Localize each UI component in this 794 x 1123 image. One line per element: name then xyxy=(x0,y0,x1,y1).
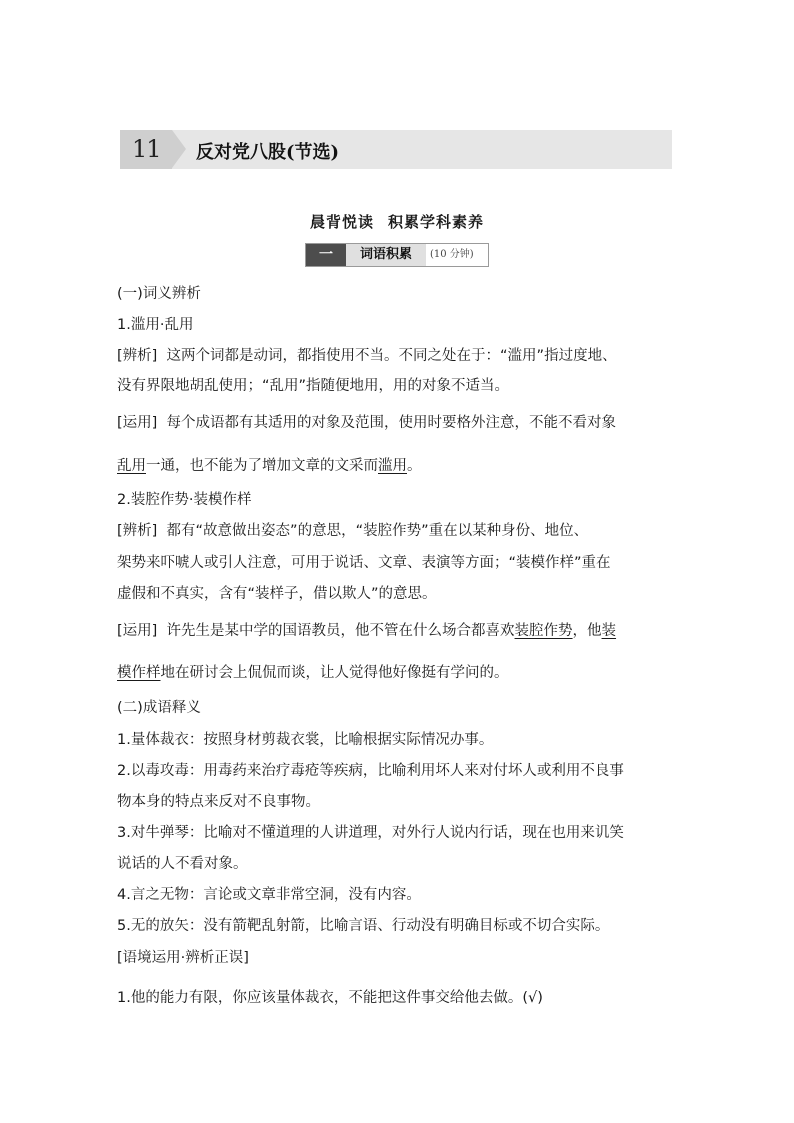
section-title-b: 积累学科素养 xyxy=(388,213,485,231)
item2-usage-text2: ，他 xyxy=(572,623,602,639)
lesson-header xyxy=(120,130,672,169)
item2-analysis-line3: 虚假和不真实，含有“装样子，借以欺人”的意思。 xyxy=(117,586,437,602)
item2-usage-line1 xyxy=(117,621,616,641)
idiom-1: 1.量体裁衣：按照身材剪裁衣裳，比喻根据实际情况办事。 xyxy=(117,732,494,748)
item1-analysis-line2: 没有界限地胡乱使用；“乱用”指随便地用，用的对象不适当。 xyxy=(117,378,510,394)
item2-usage-text1: 许先生是某中学的国语教员，他不管在什么场合都喜欢 xyxy=(166,623,515,639)
item2-analysis-line2: 架势来吓唬人或引人注意，可用于说话、文章、表演等方面；“装模作样”重在 xyxy=(117,555,611,571)
section-title xyxy=(0,211,794,232)
item2-usage-rest: 地在研讨会上侃侃而谈，让人觉得他好像挺有学问的。 xyxy=(160,665,509,681)
section-title-a: 晨背悦读 xyxy=(309,213,374,231)
item2-title: 2.装腔作势·装模作样 xyxy=(117,492,252,508)
idiom-3-line2: 说话的人不看对象。 xyxy=(117,856,248,872)
underlined-word: 装 xyxy=(601,623,617,639)
idiom-5: 5.无的放矢：没有箭靶乱射箭，比喻言语、行动没有明确目标或不切合实际。 xyxy=(117,918,610,934)
item1-usage-text1: 每个成语都有其适用的对象及范围，使用时要格外注意，不能不看对象 xyxy=(166,415,617,431)
badge-number: 一 xyxy=(306,244,346,266)
underlined-word: 装腔作势 xyxy=(514,623,573,639)
usage-tag: [运用] xyxy=(117,415,158,431)
analysis-tag: [辨析] xyxy=(117,348,158,364)
underlined-word: 乱用 xyxy=(117,458,146,474)
item1-title: 1.滥用·乱用 xyxy=(117,317,194,333)
underlined-word: 模作样 xyxy=(117,665,161,681)
idiom-2-line1: 2.以毒攻毒：用毒药来治疗毒疮等疾病，比喻利用坏人来对付坏人或利用不良事 xyxy=(117,763,624,779)
part1-heading: (一)词义辨析 xyxy=(117,286,201,302)
item1-usage-mid: 一通，也不能为了增加文章的文采而 xyxy=(146,458,378,474)
item1-usage-end: 。 xyxy=(407,458,422,474)
underlined-word: 滥用 xyxy=(378,458,407,474)
section-badge xyxy=(305,243,489,267)
lesson-number-box xyxy=(120,130,172,169)
idiom-4: 4.言之无物：言论或文章非常空洞，没有内容。 xyxy=(117,887,421,903)
idiom-2-line2: 物本身的特点来反对不良事物。 xyxy=(117,794,320,810)
analysis-tag: [辨析] xyxy=(117,523,158,539)
idiom-3-line1: 3.对牛弹琴：比喻对不懂道理的人讲道理，对外行人说内行话，现在也用来讥笑 xyxy=(117,825,624,841)
lesson-number: 11 xyxy=(132,135,161,163)
item1-usage-line2 xyxy=(117,456,422,476)
item2-analysis-text1: 都有“故意做出姿态”的意思，“装腔作势”重在以某种身份、地位、 xyxy=(166,523,589,539)
part2-heading: (二)成语释义 xyxy=(117,700,201,716)
badge-label: 词语积累 xyxy=(346,244,426,266)
part3-heading: [语境运用·辨析正误] xyxy=(117,950,249,966)
judge-1: 1.他的能力有限，你应该量体裁衣，不能把这件事交给他去做。(√) xyxy=(117,990,543,1006)
chevron-icon xyxy=(172,130,186,168)
item2-usage-line2 xyxy=(117,663,509,683)
lesson-title: 反对党八股(节选) xyxy=(196,142,340,163)
badge-time: (10 分钟) xyxy=(430,249,474,260)
item1-analysis-line1 xyxy=(117,346,617,366)
item2-analysis-line1 xyxy=(117,521,588,541)
item1-usage-line1 xyxy=(117,413,616,433)
usage-tag: [运用] xyxy=(117,623,158,639)
item1-analysis-text1: 这两个词都是动词，都指使用不当。不同之处在于：“滥用”指过度地、 xyxy=(166,348,617,364)
